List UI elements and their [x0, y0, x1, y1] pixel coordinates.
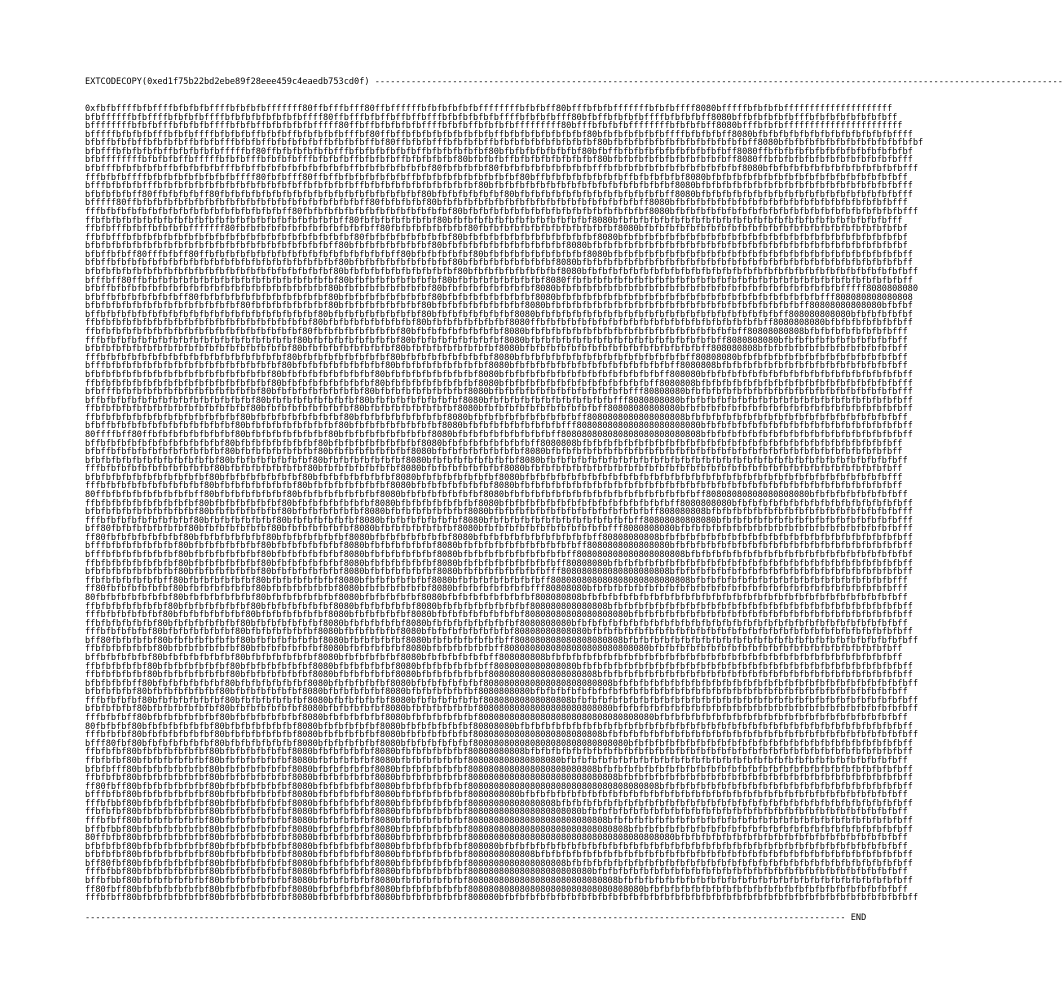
hex-row: fffbfbfbfbfbfbfbfbfbfbfbfbfbfbfbfbfbfbff80fbfbfbfbfbfbfbfbfbfbfbfbfbfbf80bfbfbfbfbfbfbfbfbfbfbfbfbfbfbfbfbfbf8080bfbfbfbfbfbfbfbfbfbfbfbfbfbfbfbfbfbfbfbfbfbfbfff — [85, 206, 918, 217]
extcodecopy-header: EXTCODECOPY(0xed1f75b22bd2ebe89f28eee459c4eaedb753cd0f) ------------------------------------------------------------------------------------------------------------------------------------- — [85, 77, 1063, 87]
hex-row: ffbfbfbf80bfbfbfbfbfbfbf80bfbfbfbfbfbfbf8080bfbfbfbfbfbf8080bfbfbfbfbfbfbf80808080808bfbfbfbfbfbfbfbfbfbfbfbfbfbfbfbfbfbfbfbfbfbfbfbfbfbfbfbfbfbfbfbfbfbfbfbfbff — [85, 747, 913, 758]
hex-row: fffbfbbf80bfbfbfbfbfbfbf80bfbfbfbfbfbfbf8080bfbfbfbfbfbf8080bfbfbfbfbfbfbf808080808080808080808080bfbfbfbfbfbfbfbfbfbfbfbfbfbfbfbfbfbfbfbfbfbfbfbfbfbfbfbfbfbff — [85, 867, 908, 878]
hex-row: bfffffbfbfbfbfffbfbfbffffbfbfbfbffbfbfbffbfbfbfbfbfffbf80ffbffbfbfbfbfbfbfbfbfbffbfbfbfbfbfbfbfbf80bfbfbfbfbfbfbffffbfbfbfbff8080bfbfbfbfbfbfbfbfbfbfbfbfbfbffff — [85, 129, 913, 140]
hex-row: bfbfbfbfbfbfbfbfbfbfbfbf80bfbfbfbfbfbfbfbf80bfbfbfbfbfbfbfbf8080bfbfbfbfbfbfbfbf8080bfbfbfbfbfbfbfbfbfbfbfbfbfbfbfbfbfbfbfbfbfbfbfbfbfbfbfbfbfbfbfbfbfbfbfbfff — [85, 472, 903, 483]
hex-row: fffbfbfbf80bfbfbfbfbfbfbf80bfbfbfbfbfbfbf8080bfbfbfbfbfbf8080bfbfbfbfbfbfbf8080808080808080808080808bfbfbfbfbfbfbfbfbfbfbfbfbfbfbfbfbfbfbfbfbfbfbfbfbfbfbfbfbfbff — [85, 730, 918, 741]
hex-row: bfbffbfbfbffbfbfbfbffbfbfbfffbfbfbffbfbfbfbfbffbfbfbfbffbf80ffbfbfbfffbfbfbfbffbfbfbfbfbfbfbfbfbfbf80bfbfbfbfbfbfbfbfbfbfbfbfbfbff8080bfbfbfbfbfbfbfbfbfbfbfbfbfbf — [85, 138, 924, 149]
hex-row: fffbfbfbffffbfbfbfbfbfbfbfbfbffff80fbfbfff80ffbffbfbfbfbfbfbfbffbfbfbfbfbfbfbfbfbfbf80bffbfbfbfbfbfbfbfbffbfbfbfbfbf8080bfbfbfbfbfbfbfbfbfbfbfbfbfbfbfbfbfbfbff — [85, 172, 908, 183]
hex-row: bfbfbfbfbff80bfbfbfbfbfbfbf80bfbfbfbfbfbfbf8080bfbfbfbfbfbf8080bfbfbfbfbfbfbf8080808080808080808080808bfbfbfbfbfbfbfbfbfbfbfbfbfbfbfbfbfbfbfbfbfbfbfbfbfbfbfbfbff — [85, 678, 918, 689]
hex-row: fffbfbff80bfbfbfbfbfbfbf80bfbfbfbfbfbfbf8080bfbfbfbfbfbf8080bfbfbfbfbfbfbf808080bfbfbfbfbfbfbfbfbfbfbfbfbfbfbfbfbfbfbfbfbfbfbfbfbfbfbfbfbfbfbfbfbfbfbfbfbfbfbfbff — [85, 893, 918, 904]
hex-row: bfbfffbfbfbfbfbffbfbfbfbfbfffbfbffbfbfbfbfbfbfbfbfbffbfbfbfbfbfbfbf80fbfbfbfbf80fbfbfbfbfbfbfbfbfbfffbfbfbfbfbfbfbfbfbfbfbfbfbf8080bfbfbfbfbfbfbfbfbfbfbfbfbfbfff — [85, 164, 918, 175]
hex-row: bfbfbfbfbfbfbfbfbfbfbfbfbfbfbfbfbfbfbfbfbfbfbfbff80bfbfbfbfbfbfbfbf80bfbfbfbfbfbfbfbfbfbfbfbf8080bfbfbfbfbfbfbfbfbfbfbfbfbfbfbfbfbfbfbfbfbfbfbfbfbfbfbfbfbfbfbf — [85, 241, 908, 252]
hex-row: bfbfbfbfbfbfbfbfbfbfbfbfbf80bfbfbfbfbfbfbfbf80bfbfbfbfbfbfbfbf8080bfbfbfbfbfbfbfbfbf8080bfbfbfbfbfbfbfbfbfbfbfbfbfbfbfbfbfbfbfbfbfbfbfbfbfbfbfbfbfbfbfbfbfbfbff — [85, 455, 908, 466]
hex-row: ffbfbfffbfbffbfbfbfbfffffff80fbfbfbfbfbfbfbfbfbfbfbfbfbff80fbfbfbfbfbfbfbf80fbfbfbfbfbfbfbfbfbfbfbfbfbf8080bfbfbfbfbfbfbfbfbfbfbfbfbfbfbfbfbfbfbfbfbfbfbfbfbfbf — [85, 224, 908, 235]
end-footer: --------------------------------------------------------------------------------------------------------------------------------------------------- END — [85, 913, 867, 923]
hex-row: ff80fbfbfbfbfbfbf80bfbfbfbfbfbfbf80bfbfbfbfbfbfbf8080bfbfbfbfbfbfbf8080bfbfbfbfbfbfbfbfff80808080bfbfbfbfbfbfbfbfbfbfbfbfbfbfbfbfbfbfbfbfbfbfbfbfbfbfbfbfbfbfff — [85, 584, 908, 595]
hex-dump-body — [85, 104, 924, 904]
hex-row: bfbffbfbfbfbfbfbfbfbfbfbfbf80bfbfbfbfbfbfbfbf80bfbfbfbfbfbfbfbf8080bfbfbfbfbfbfbfbfbf8080bfbfbfbfbfbfbfbfbfbfbfbfbfbfbfbfbfbfbfbfbfbfbfbfbfbfbfbfbfbfbfbfbfbff — [85, 447, 903, 458]
hex-row: ffbfbfbfbfbfbfbfbfbfbfbfbfbfbfbf80bfbfbfbfbfbfbfbfbf80bfbfbfbfbfbfbfbfbf8080bfbfbfbfbfbfbfbfbfbfbfbff80808080808080bfbfbfbfbfbfbfbfbfbfbfbfbfbfbfbfbfbfbfbfbfbff — [85, 404, 913, 415]
hex-row: bfbfffbfbfbfbfbffbfbfbfbfbfffffbf80ffbfbfbfbfbfbfffbfbfbfbfbfbfbffbfbfbfbfbfbf80bfbfbfbfbfbfbfbf80bfbffbfbfbfbfbfbfbfbfbfbfbff8080ffbfbfbfbfbfbfbfbfbfbfbfbfbfbf — [85, 146, 913, 157]
hex-row: bfbfbfbfbfbfbfbfbfbfbfbfbfbfbfbfbfbfbfbfbfbfbfbf80bfbfbfbfbfbfbfbfbfbfbf80bfbfbfbfbfbfbfbfbf8080bfbfbfbfbfbfbfbfbfbfbfbfbfbfbfbfbfbfbfbfbfbfbfbfbfbfbfbfbfbfbfbff — [85, 266, 918, 277]
hex-row: bfffff80ffbfbfbfbfbfbfbfbfbfbfbfbfbfbfbfbfbfbfbfbfbfbff80fbfbfbfbf80bfbfbfbfbfbfbfbfbfbfbfbfbfbfbfbfbfbfbfbff8080bfbfbfbfbfbfbfbfbfbfbfbfbfbfbfbfbfbfbfbfbfbfff — [85, 198, 908, 209]
hex-row: bfbffbfbfbfbfbfbfbfbfbfbfbfbf80bfbfbfbfbfbfbfbfbf80bfbfbfbfbfbfbfbfbf8080bfbfbfbfbfbfbfbfbfbfff808080808080808080808080bfbfbfbfbfbfbfbfbfbfbfbfbfbfbfbfbfbfbfbff — [85, 421, 913, 432]
hex-row: fffbfbfbfbfbfbfbfbfbfbfbfbfbfbfbfbfbfbfbf80bfbfbfbfbfbfbfbfbf80bfbfbfbfbfbfbfbfbf8080bfbfbfbfbfbfbfbfbfbfbfbfbfbfbfbfbfbfbff8080808080bfbfbfbfbfbfbfbfbfbfbfbff — [85, 335, 908, 346]
hex-row: fffbfbfbfbfbfbfbfbfbfbfbf80bfbfbfbfbfbfbfbf80bfbfbfbfbfbfbfbf8080bfbfbfbfbfbfbfbf8080bfbfbfbfbfbfbfbfbfbfbfbfbfbfbfbfbfbfbfbfbfbfbfbfbfbfbfbfbfbfbfbfbfbfbfbff — [85, 464, 903, 475]
hex-row: 80fbfbfbf80bfbfbfbfbfbfbf80bfbfbfbfbfbfbf8080bfbfbfbfbfbf8080bfbfbfbfbfbfbf80808080bfbfbfbfbfbfbfbfbfbfbfbfbfbfbfbfbfbfbfbfbfbfbfbfbfbfbfbfbfbfbfbfbfbfbfbfbfbff — [85, 721, 913, 732]
hex-row: fffbfbfbfbfbfbfbfbfbfbf80bfbfbfbfbfbfbfbf80bfbfbfbfbfbfbfbf8080bfbfbfbfbfbfbfbf8080bfbfbfbfbfbfbfbfbfbfbfbfbfbfbfbfbfbfbfbfbfbfbfbfbfbfbfbfbfbfbfbfbfbfbfbfbff — [85, 481, 903, 492]
hex-row: bfbfbfbf80bfbfbfbfbfbfbf80bfbfbfbfbfbfbf8080bfbfbfbfbfbf8080bfbfbfbfbfbfbf8080808080808bfbfbfbfbfbfbfbfbfbfbfbfbfbfbfbfbfbfbfbfbfbfbfbfbfbfbfbfbfbfbfbfbfbfbfbff — [85, 850, 913, 861]
hex-row: bfbfbfbf80bfbfbfbfbfbfbf80bfbfbfbfbfbfbf8080bfbfbfbfbfbf8080bfbfbfbfbfbfbf808080bfbfbfbfbfbfbfbfbfbfbfbfbfbfbfbfbfbfbfbfbfbfbfbfbfbfbfbfbfbfbfbfbfbfbfbfbfbfbff — [85, 841, 908, 852]
hex-row: ffbfbfbfbfbf80bfbfbfbfbfbfbf80bfbfbfbfbfbfbf8080bfbfbfbfbfbf8080bfbfbfbfbfbfbff8080808080808080bfbfbfbfbfbfbfbfbfbfbfbfbfbfbfbfbfbfbfbfbfbfbfbfbfbfbfbfbfbfbfbff — [85, 661, 913, 672]
hex-row: ffbfbfbfbfbfbfbf80bfbfbfbfbfbfbf80bfbfbfbfbfbfbf8080bfbfbfbfbfbf8080bfbfbfbfbfbfbfbfbf808080808080808bfbfbfbfbfbfbfbfbfbfbfbfbfbfbfbfbfbfbfbfbfbfbfbfbfbfbfbfbff — [85, 601, 913, 612]
hex-row: ff80fbff80bfbfbfbfbfbfbf80bfbfbfbfbfbfbf8080bfbfbfbfbfbf8080bfbfbfbfbfbfbf8080808080808080808080808080808080808bfbfbfbfbfbfbfbfbfbfbfbfbfbfbfbfbfbfbfbfbfbfbfbff — [85, 781, 913, 792]
hex-row: ff80fbfbfbfbfbfbfbf80bfbfbfbfbfbfbf80bfbfbfbfbfbfbf8080bfbfbfbfbfbfbfbf8080bfbfbfbfbfbfbfbfbfbfbfbff80808080808bfbfbfbfbfbfbfbfbfbfbfbfbfbfbfbfbfbfbfbfbfbfbfbff — [85, 532, 913, 543]
hex-row: bfffbff80ffbfbfbfbfbfbfbfbfbfbfbfbfbfbfbfbfbfbfbf80bfbfbfbfbfbfbfbfbf80bfbfbfbfbfbfbfbfbf8080ffbfbfbfbfbfbfbfbfbfbfbfbfbfbfbfbfbfbfbfbfbfbfbfbfbfbfbfbfbfbfbfbff — [85, 275, 913, 286]
hex-row: bfbfbfbfbff80ffbfbfbfbff80fbfbfbfbfbfbfbfbfbfbfbfbfbfbfbfbfbfbfbf80bfbfbfbfbfbfbf80bfbfbfbfbfbfbfbfbfbfbfbfbfbfbff8080bfbfbfbfbfbfbfbfbfbfbfbfbfbfbfbfbfbfbfbfff — [85, 189, 913, 200]
hex-row: ffbfbfbfbfbfbfbff80bfbfbfbfbfbfbf80bfbfbfbfbfbfbf8080bfbfbfbfbfbfbf8080bfbfbfbfbfbfbfbfbff808080808080808080808080808bfbfbfbfbfbfbfbfbfbfbfbfbfbfbfbfbfbfbfbfff — [85, 575, 908, 586]
hex-row: fffbfbff80bfbfbfbfbfbfbf80bfbfbfbfbfbfbf8080bfbfbfbfbfbf8080bfbfbfbfbfbfbf808080808080808080808080808bfbfbfbfbfbfbfbfbfbfbfbfbfbfbfbfbfbfbfbfbfbfbfbfbfbfbfbfbff — [85, 815, 913, 826]
hex-row: ffbfbfbfbfbfbfbfbfbfbfbfbfbfbfbfbfbf80bfbfbfbfbfbfbfbfbf80bfbfbfbfbfbfbfbfbf8080bfbfbfbfbfbfbfbfbfbfbfbfbfbfbff8080808bfbfbfbfbfbfbfbfbfbfbfbfbfbfbfbfbfbfbfbfff — [85, 378, 913, 389]
hex-row: bfffbfbf80bfbfbfbfbfbfbf80bfbfbfbfbfbfbf8080bfbfbfbfbfbf8080bfbfbfbfbfbfbf8080808080bfbfbfbfbfbfbfbfbfbfbfbfbfbfbfbfbfbfbfbfbfbfbfbfbfbfbfbfbfbfbfbfbfbfbfbfbff — [85, 790, 908, 801]
hex-row: ff80fbff80bfbfbfbfbfbfbf80bfbfbfbfbfbfbf8080bfbfbfbfbfbf8080bfbfbfbfbfbfbf8080808080808080808080808080808080bfbfbfbfbfbfbfbfbfbfbfbfbfbfbfbfbfbfbfbfbfbfbfbfbff — [85, 884, 908, 895]
hex-row: 80fbfbfbfbfbfbfbf80bfbfbfbfbfbfbf80bfbfbfbfbfbfbf8080bfbfbfbfbfbf8080bfbfbfbfbfbfbfbfbf808080808bfbfbfbfbfbfbfbfbfbfbfbfbfbfbfbfbfbfbfbfbfbfbfbfbfbfbfbfbfbfbff — [85, 592, 908, 603]
hex-row: bfbfbfbfbfbfbfbfbfbfbfbfbfbfbfbfbfbfbfbf80bfbfbfbfbfbfbfbfbf80bfbfbfbfbfbfbfbfbf8080bfbfbfbfbfbfbfbfbfbfbfbfbfbfbfbfbfbff808080808bfbfbfbfbfbfbfbfbfbfbfbfbfbff — [85, 344, 908, 355]
hex-row: bffffffffbfbfbfffbfbfbfbffffbfbfbffbfbfbfbfbfffff80ffbffbfbfbfbfbffffbfbfbffbfbfbfbfffffffff80bfffbfbfbfbffffffffbfbfbfbff8080bfffbfbfbfffffffffffffffffffffff — [85, 121, 903, 132]
hex-row: 80ffbfbf80bfbfbfbfbfbfbf80bfbfbfbfbfbfbf8080bfbfbfbfbfbf8080bfbfbfbfbfbfbf8080808080808080808080808080808080808080bfbfbfbfbfbfbfbfbfbfbfbfbfbfbfbfbfbfbfbfbfbff — [85, 833, 908, 844]
hex-row: ffbfbfbfbfbfbfbfbfbfbf80bfbfbfbfbfbfbf80bfbfbfbfbfbfbfbf8080bfbfbfbfbfbfbfbf8080bfbfbfbfbfbfbfbfbfbfbfbfbfbfbfbfbff8080808080bfbfbfbfbfbfbfbfbfbfbfbfbfbfbfbfbff — [85, 498, 913, 509]
hex-row: ffbfbfbf80bfbfbfbfbfbfbf80bfbfbfbfbfbfbf8080bfbfbfbfbfbf8080bfbfbfbfbfbfbf80808080808080808080808080808bfbfbfbfbfbfbfbfbfbfbfbfbfbfbfbfbfbfbfbfbfbfbfbfbfbfbfbff — [85, 773, 913, 784]
hex-row: ffbfbfbfbfbfbfbfbfbfbfbfbfbfbfbfbfbfbfbfbfbfbfbfbff80fbfbfbfbfbfbfbf80bfbfbfbfbfbfbfbfbfbfbfbfbfbf8080bfbfbfbfbfbfbfbfbfbfbfbfbfbfbfbfbfbfbfbfbfbfbfbfbfbfbfff — [85, 215, 903, 226]
hex-row: bffbfbbf80bfbfbfbfbfbfbf80bfbfbfbfbfbfbf8080bfbfbfbfbfbf8080bfbfbfbfbfbfbf80808080808080808080808080808bfbfbfbfbfbfbfbfbfbfbfbfbfbfbfbfbfbfbfbfbfbfbfbfbfbfbfbff — [85, 876, 913, 887]
hex-row: fffbfbfbfbfbfbfbfbfbf80bfbfbfbfbfbfbf80bfbfbfbfbfbfbf8080bfbfbfbfbfbfbfbf8080bfbfbfbfbfbfbfbfbfbfbfbfbfbfbff80808080808080bfbfbfbfbfbfbfbfbfbfbfbfbfbfbfbfbfbfff — [85, 515, 913, 526]
hex-row: bfbfbfbfbfbfbfbfbfbfbfbfbfbfbfbfbfbf80bfbfbfbfbfbfbfbfbf80bfbfbfbfbfbfbfbfbf8080bfbfbfbfbfbfbfbfbfbfbfbfbfbfbfbff808080bfbfbfbfbfbfbfbfbfbfbfbfbfbfbfbfbfbfbfbff — [85, 369, 913, 380]
hex-row: bfffbfbfbfbfbfbfbf80bfbfbfbfbfbfbf80bfbfbfbfbfbfbf8080bfbfbfbfbfbfbf8080bfbfbfbfbfbfbfbfbfbfbff808080808080808080808bfbfbfbfbfbfbfbfbfbfbfbfbfbfbfbfbfbfbfbfbfbf — [85, 550, 913, 561]
hex-row: ffbfbfbfbfbfbfbfbfbfbfbfbfbfbfbfbfbfbfbfbf80fbfbfbfbfbfbfbfbf80bfbfbfbfbfbfbfbfbf8080bfbfbfbfbfbfbfbfbfbfbfbfbfbfbfbfbfbfbfbfbff80808080808bfbfbfbfbfbfbfbfbfff — [85, 327, 908, 338]
hex-row: bffbfbfbfbfbfbfbfbfbfbfbfbf80bfbfbfbfbfbfbfbf80bfbfbfbfbfbfbfbfbf8080bfbfbfbfbfbfbfbfbff8080808bfbfbfbfbfbfbfbfbfbfbfbfbfbfbfbfbfbfbfbfbfbfbfbfbfbfbfbfbfbfbff — [85, 438, 903, 449]
hex-row: bfbffbfbff80fffbfbff80ffbfbfbfbfbfbfbfbfbfbfbfbfbfbfbfbfbfbff80bfbfbfbfbfbf80bfbfbfbfbfbfbfbfbfbf8080bfbfbfbfbfbfbfbfbfbfbfbfbfbfbfbfbfbfbfbfbfbfbfbfbfbfbfbfbff — [85, 249, 913, 260]
hex-row: bff80fbfbfbfbfbfbfbf80bfbfbfbfbfbfbf80bfbfbfbfbfbfbf8080bfbfbfbfbfbfbfbf8080bfbfbfbfbfbfbfbfbfbfbfbfbfff8080808080bfbfbfbfbfbfbfbfbfbfbfbfbfbfbfbfbfbfbfbfbfbfff — [85, 524, 913, 535]
hex-row: bff80fbfbfbfbf80bfbfbfbfbfbfbf80bfbfbfbfbfbfbf8080bfbfbfbfbfbf8080bfbfbfbfbfbfbfbff808080808080808080808bfbfbfbfbfbfbfbfbfbfbfbfbfbfbfbfbfbfbfbfbfbfbfbfbfbfbfbff — [85, 635, 918, 646]
hex-row: bfbfbfbfbfbfbfbfbf80bfbfbfbfbfbfbf80bfbfbfbfbfbfbf8080bfbfbfbfbfbfbf8080bfbfbfbfbfbfbfbfbfff808080808080808080808bfbfbfbfbfbfbfbfbfbfbfbfbfbfbfbfbfbfbfbfbfbfbff — [85, 567, 913, 578]
hex-row: fffbfbfbfbfbfbf80bfbfbfbfbfbfbf80bfbfbfbfbfbfbf8080bfbfbfbfbfbf8080bfbfbfbfbfbfbfbfbf80808080808080808080bfbfbfbfbfbfbfbfbfbfbfbfbfbfbfbfbfbfbfbfbfbfbfbfbfbfbff — [85, 610, 913, 621]
hex-row: bfbffffffffbfbfbfbffbfffffbfbfbfffbfbfbfbfffbfbfbfbffbfbfbfbffbfbfbfbfbf80bfbfbfbffbfbfbfbfbfbfbfbf80bfbfbfbfbfbfbfbfbfbfbfbff8080ffbfbfbfbfbfbfbfbfbfbfbfbfbfff — [85, 155, 913, 166]
hex-row: ffbfbfbfbfbfbfbfbfbfbfbfbfbfbf80bfbfbfbfbfbfbfbfbf80bfbfbfbfbfbfbfbfbf8080bfbfbfbfbfbfbfbfbfbfbff8080808080808080808bfbfbfbfbfbfbfbfbfbfbfbfbfbfbfbfbfbfbfbfbff — [85, 412, 908, 423]
hex-row: bfbfbfbfbfbfbfbfbfbfbfbfbfbfbf80fbfbfbfbfbfbfbf80bfbfbfbfbfbfbfbf80bfbfbfbfbfbfbfbfbf8080bfbfbfbfbfbfbfbfbfbfbfbfbfbfbfbfbfbfbfbfbfbfbfbfbff80808080808080bfbfbf — [85, 301, 913, 312]
hex-row: bfffbfbfbfbfbfbfbf80bfbfbfbfbfbfbf80bfbfbfbfbfbfbf8080bfbfbfbfbfbfbf8080bfbfbfbfbfbfbfbfbfbfbfbff8080808080808080bfbfbfbfbfbfbfbfbfbfbfbfbfbfbfbfbfbfbfbfbfbfbff — [85, 541, 913, 552]
hex-row: fffbfbbf80bfbfbfbfbfbfbf80bfbfbfbfbfbfbf8080bfbfbfbfbfbf8080bfbfbfbfbfbfbf80808080808080808bfbfbfbfbfbfbfbfbfbfbfbfbfbfbfbfbfbfbfbfbfbfbfbfbfbfbfbfbfbfbfbfbfbff — [85, 798, 913, 809]
hex-row: bffbfbfbfbfbfbfbfbfbfbfbfbfbfbfbf80bfbfbfbfbfbfbfbfbf80bfbfbfbfbfbfbfbfbf8080bfbfbfbfbfbfbfbfbfbfbfbfbfff8080808080bfbfbfbfbfbfbfbfbfbfbfbfbfbfbfbfbfbfbfbfbfbff — [85, 395, 913, 406]
hex-row: bfbfffbfbfbfbfbfbfbfbfbfbfbfbfbfbf80bfbfbfbfbfbfbfbfbf80bfbfbfbfbfbfbfbfbf8080bfbfbfbfbfbfbfbfbfbfbfbfbfbfff80808080bfbfbfbfbfbfbfbfbfbfbfbfbfbfbfbfbfbfbfbfbfff — [85, 387, 913, 398]
hex-row: bff80fbf80bfbfbfbfbfbfbf80bfbfbfbfbfbfbf8080bfbfbfbfbfbf8080bfbfbfbfbfbfbf8080808080808080808bfbfbfbfbfbfbfbfbfbfbfbfbfbfbfbfbfbfbfbfbfbfbfbfbfbfbfbfbfbfbfbfbff — [85, 858, 913, 869]
hex-row: bfbffbfbfbfbfbfbfbfbfbfbfbfbfbfbfbfbfbfbfbfbfbf80bfbfbfbfbfbfbfbfbf80bfbfbfbfbfbfbfbfbf8080bfbfbfbfbfbfbfbfbfbfbfbfbfbfbfbfbfbfbfbfbfbfbfbfbfbfbfbfffff8080808080 — [85, 284, 918, 295]
hex-row: bffbfbfbfbfbfbfbfbfbfbfbfbfbfbfbfbfbfbfbfbfbf80bfbfbfbfbfbfbfbfbf80bfbfbfbfbfbfbfbf8080bfbfbfbfbfbfbfbfbfbfbfbfbfbfbfbfbfbfbfbfbfbfbfbff808080808080bfbfbfbfbfbf — [85, 309, 913, 320]
hex-row: bfff80fbf80bfbfbfbfbfbfbf80bfbfbfbfbfbfbf8080bfbfbfbfbfbf8080bfbfbfbfbfbfbf808080808080808080808080808080bfbfbfbfbfbfbfbfbfbfbfbfbfbfbfbfbfbfbfbfbfbfbfbfbfbfbff — [85, 738, 913, 749]
hex-row: ffbfbfbf80bfbfbfbfbfbfbf80bfbfbfbfbfbfbf8080bfbfbfbfbfbf8080bfbfbfbfbfbfbf8080808080808080808080bfbfbfbfbfbfbfbfbfbfbfbfbfbfbfbfbfbfbfbfbfbfbfbfbfbfbfbfbfbfbff — [85, 807, 908, 818]
hex-row: ffbfbfbfbfbf80bfbfbfbfbfbfbf80bfbfbfbfbfbfbf8080bfbfbfbfbfbf8080bfbfbfbfbfbfbf808080808080808080808bfbfbfbfbfbfbfbfbfbfbfbfbfbfbfbfbfbfbfbfbfbfbfbfbfbfbfbfbfbff — [85, 670, 913, 681]
hex-row: 80ffbfbfbfbfbfbfbfbfbff80bfbfbfbfbfbfbf80bfbfbfbfbfbfbfbf8080bfbfbfbfbfbfbfbf8080bfbfbfbfbfbfbfbfbfbfbfbfbfbfbfbfbfbfbff80808080808080808080bfbfbfbfbfbfbfbfbff — [85, 490, 908, 501]
hex-row: ffbfbfbfbfbfbfbfbfbfbfbfbfbfbfbfbfbfbfbfbfbf80bfbfbfbfbfbfbfbfbf80bfbfbfbfbfbfbfbf8080ffbfbfbfbfbfbfbfbfbfbfbfbfbfbfbfbfbfbfbfbfbfbff8080808080bfbfbfbfbfbfbfbff — [85, 318, 913, 329]
hex-row: bfbffffffbfbffffbfbfbfbffffbfbfbfbfbfbfbfbffff80ffbfffbfbffbffbffbfffbfbfbfbfbfbffffbfbfbfbfff80bfbffbfbfbfbffffbfbfbfbff8080bffbfbfbfbfbfffbfbfbfbfbfbfbfbff — [85, 112, 898, 123]
hex-row: fffbfbfbff80bfbfbfbfbfbfbf80bfbfbfbfbfbfbf8080bfbfbfbfbfbf8080bfbfbfbfbfbfbf8080808080808080808080808080808080bfbfbfbfbfbfbfbfbfbfbfbfbfbfbfbfbfbfbfbfbfbfbfbff — [85, 713, 908, 724]
hex-row: 0xfbfbffffbfbffffbfbfbfbffffbfbfbfbfffffff80ffbfffbfff80ffbffffffbfbfbfbfbfbffffffffbfbfbff80bfffbfbfbfffffffbfbfbffff8080bfffffbfbfbfbfffffffffffffffffffff — [85, 104, 893, 114]
hex-row: bfbfbfbfbf80bfbfbfbfbfbfbf80bfbfbfbfbfbfbf8080bfbfbfbfbfbf8080bfbfbfbfbfbfbf8080808080bfbfbfbfbfbfbfbfbfbfbfbfbfbfbfbfbfbfbfbfbfbfbfbfbfbfbfbfbfbfbfbfbfbfbfbff — [85, 687, 908, 698]
hex-row: 80ffffbff80ffbfbfbfbfbfbfbfbf80bfbfbfbfbfbfbfbf80bfbfbfbfbfbfbfbfbf8080bfbfbfbfbfbfbfbfbfbff808080808080808080808080808bfbfbfbfbfbfbfbfbfbfbfbfbfbfbfbfbfbfbfbff — [85, 429, 913, 440]
hex-row: bfbfbfff80bfbfbfbfbfbfbf80bfbfbfbfbfbfbf8080bfbfbfbfbfbf8080bfbfbfbfbfbfbf8080808080808080808080808bfbfbfbfbfbfbfbfbfbfbfbfbfbfbfbfbfbfbfbfbfbfbfbfbfbfbfbfbfbff — [85, 764, 913, 775]
hex-row: ffbfbfbfbfbfbfbfbf80bfbfbfbfbfbfbf80bfbfbfbfbfbfbf8080bfbfbfbfbfbfbf8080bfbfbfbfbfbfbfbfbfbff80808080bfbfbfbfbfbfbfbfbfbfbfbfbfbfbfbfbfbfbfbfbfbfbfbfbfbfbfbfbff — [85, 558, 913, 569]
hex-row: fffbfbfbfbf80bfbfbfbfbfbfbf80bfbfbfbfbfbfbf8080bfbfbfbfbfbf8080bfbfbfbfbfbfbf80808080808080808bfbfbfbfbfbfbfbfbfbfbfbfbfbfbfbfbfbfbfbfbfbfbfbfbfbfbfbfbfbfbfbfbff — [85, 695, 918, 706]
hex-row: bfbffbfbfbfbfbfbfbfbfbfbfbfbfbfbfbfbfbfbfbfbfbfbf80bfbfbfbfbfbfbfbfbfbf80bfbfbfbfbfbfbfbfbf8080bfbfbfbfbfbfbfbfbfbfbfbfbfbfbfbfbfbfbfbfbfbfbfbfbfbfbfbfbfbfbfbff — [85, 258, 913, 269]
hex-row: bfffbfbfbfbfffbfbfbfbfbfbfbfbfbfbfbfbfbfbffbfbfbfbfbffbfbfbfbfbfbfbfbfbfbfbf80bfbfbfbfbfbfbfbfbfbfbfbfbfbfbfbfbfbf8080bfbfbfbfbfbfbfbfbfbfbfbfbfbfbfbfbfbfbfbfff — [85, 181, 913, 192]
hex-row: bfbfbfbfbfbfbfbfbfbfbf80bfbfbfbfbfbfbf80bfbfbfbfbfbfbf8080bfbfbfbfbfbfbfbf8080bfbfbfbfbfbfbfbfbfbfbfbfbfbfbfbff808080808bfbfbfbfbfbfbfbfbfbfbfbfbfbfbfbfbfbfbfff — [85, 507, 913, 518]
hex-row: ffbfbfbf80bfbfbfbfbfbfbf80bfbfbfbfbfbfbf8080bfbfbfbfbfbf8080bfbfbfbfbfbfbf808080808080808080bfbfbfbfbfbfbfbfbfbfbfbfbfbfbfbfbfbfbfbfbfbfbfbfbfbfbfbfbfbfbfbfbff — [85, 755, 908, 766]
hex-row: bffbfbfbfbfbf80bfbfbfbfbfbfbf80bfbfbfbfbfbfbf8080bfbfbfbfbfbf8080bfbfbfbfbfbfbff808080808bfbfbfbfbfbfbfbfbfbfbfbfbfbfbfbfbfbfbfbfbfbfbfbfbfbfbfbfbfbfbfbfbfbff — [85, 653, 903, 663]
hex-row: bfffbfbfbfbfbfbfbfbfbfbfbfbfbfbfbfbfbf80bfbfbfbfbfbfbfbfbf80bfbfbfbfbfbfbfbfbf8080bfbfbfbfbfbfbfbfbfbfbfbfbfbfbfbff8080808bfbfbfbfbfbfbfbfbfbfbfbfbfbfbfbfbfbff — [85, 361, 908, 372]
hex-row: bffbfbbf80bfbfbfbfbfbfbf80bfbfbfbfbfbfbf8080bfbfbfbfbfbf8080bfbfbfbfbfbfbf8080808080808080808080808080808bfbfbfbfbfbfbfbfbfbfbfbfbfbfbfbfbfbfbfbfbfbfbfbfbfbfbff — [85, 824, 913, 835]
hex-row: fffbfbfbfbfbf80bfbfbfbfbfbfbf80bfbfbfbfbfbfbf8080bfbfbfbfbfbf8080bfbfbfbfbfbfbfbfbf80808080808080bfbfbfbfbfbfbfbfbfbfbfbfbfbfbfbfbfbfbfbfbfbfbfbfbfbfbfbfbfbfbff — [85, 627, 913, 638]
hex-row: ffbfbfffbfbfbfbfbfbfbfbfbfbfbfbfbfbfbfbfbfbfbfbfbfbf80fbfbfbfbfbfbfbfbf80bfbfbfbfbfbfbfbfbfbfbfbfbf8080bfbfbfbfbfbfbfbfbfbfbfbfbfbfbfbfbfbfbfbfbfbfbfbfbfbfbfbf — [85, 232, 908, 243]
hex-row: ffbfbfbfbfbfbf80bfbfbfbfbfbfbf80bfbfbfbfbfbfbf8080bfbfbfbfbfbf8080bfbfbfbfbfbfbfbfbf8080808080bfbfbfbfbfbfbfbfbfbfbfbfbfbfbfbfbfbfbfbfbfbfbfbfbfbfbfbfbfbfbfbff — [85, 618, 908, 629]
hex-row: fffbfbfbfbfbfbfbfbfbfbfbfbfbfbfbfbfbfbf80bfbfbfbfbfbfbfbfbf80bfbfbfbfbfbfbfbfbf8080bfbfbfbfbfbfbfbfbfbfbfbfbfbfbfbfbff80808080bfbfbfbfbfbfbfbfbfbfbfbfbfbfbfbff — [85, 352, 908, 363]
hex-row: bfbffbfbfbfbfbfbfbff80fbfbfbfbfbfbfbfbfbfbfbfbf80bfbfbfbfbfbfbfbfbf80bfbfbfbfbfbfbfbfbf8080bfbfbfbfbfbfbfbfbfbfbfbfbfbfbfbfbfbfbfbfbfbfbfbfbfbfff808080808080808 — [85, 292, 913, 303]
hex-row: ffbfbfbfbfbfbf80bfbfbfbfbfbfbf80bfbfbfbfbfbfbf8080bfbfbfbfbfbf8080bfbfbfbfbfbfbff8080808080808080808080808080bfbfbfbfbfbfbfbfbfbfbfbfbfbfbfbfbfbfbfbfbfbfbfbff — [85, 644, 903, 655]
hex-row: bfbfbfbfbf80bfbfbfbfbfbfbf80bfbfbfbfbfbfbf8080bfbfbfbfbfbf8080bfbfbfbfbfbfbf80808080808080808080808080bfbfbfbfbfbfbfbfbfbfbfbfbfbfbfbfbfbfbfbfbfbfbfbfbfbfbfbfbff — [85, 704, 918, 715]
